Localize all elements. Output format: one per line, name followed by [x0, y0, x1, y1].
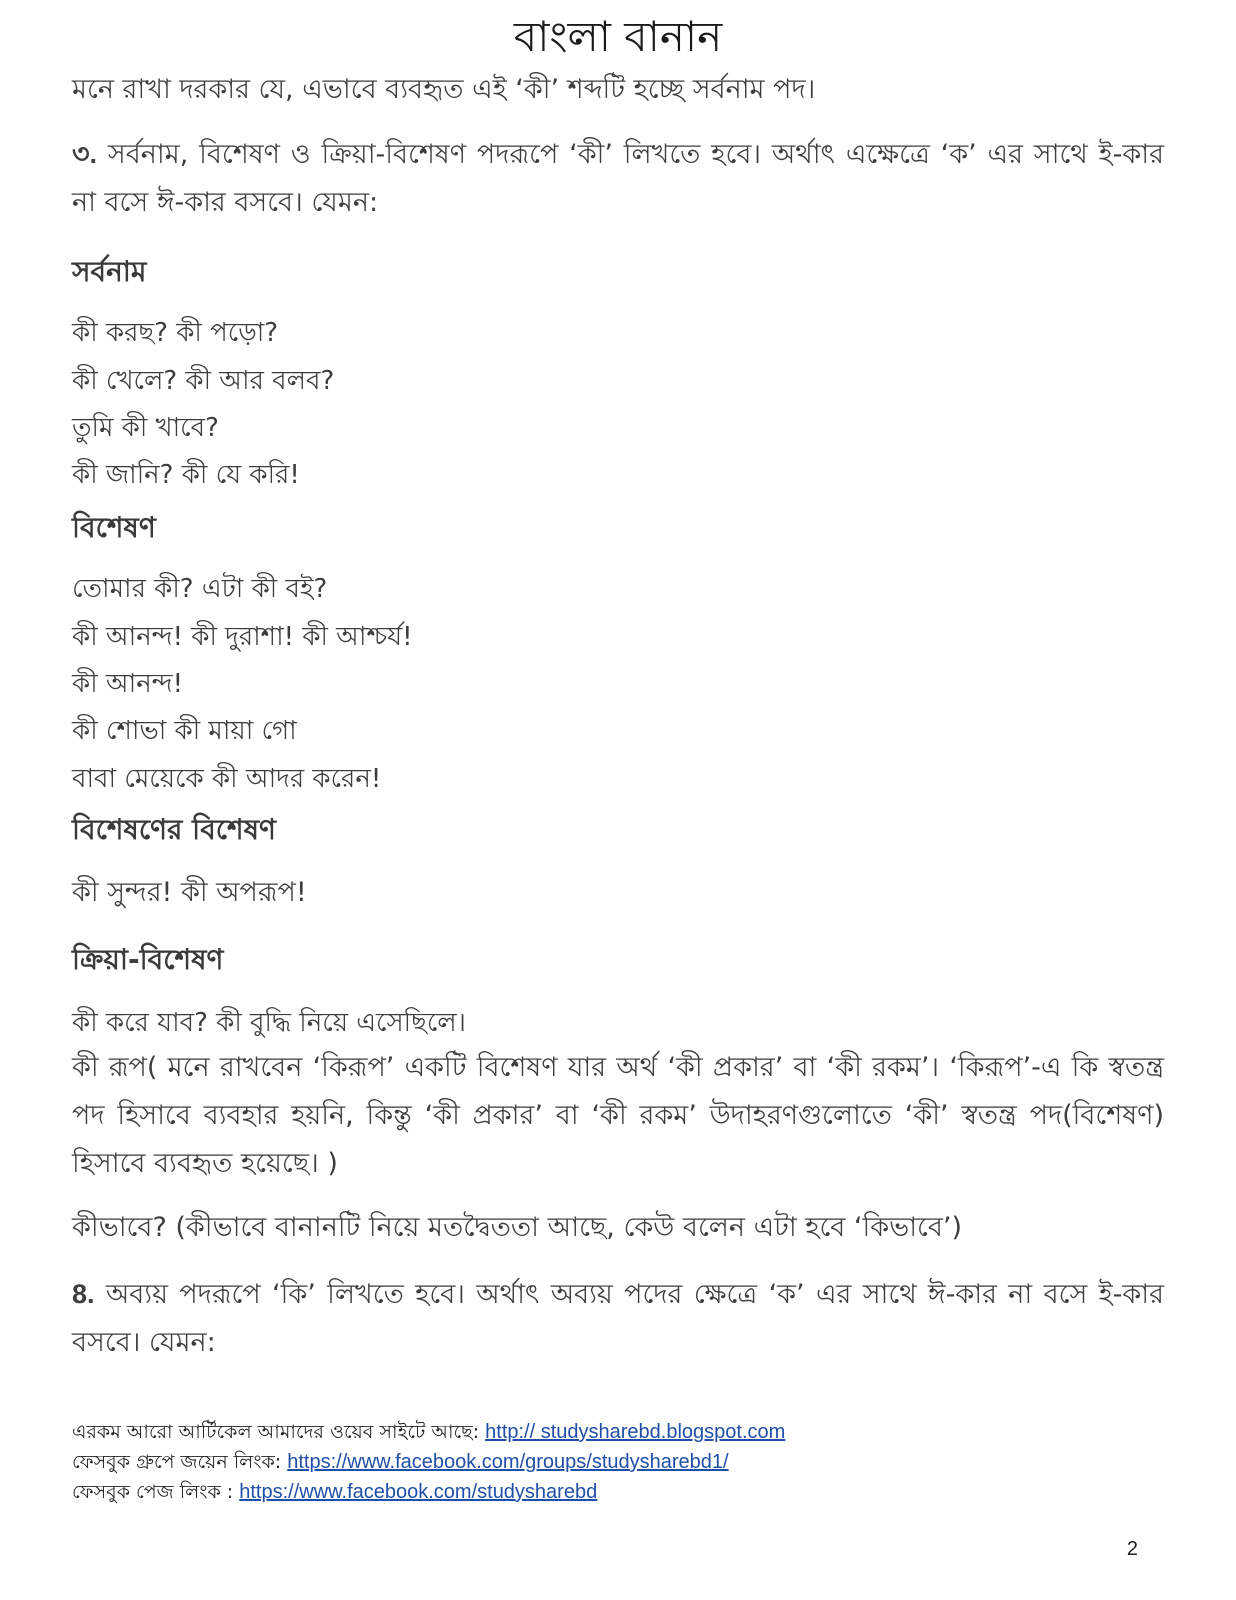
- rule-3-number: ৩.: [72, 139, 98, 169]
- facebook-group-link[interactable]: https://www.facebook.com/groups/studysharebd1/: [287, 1451, 729, 1473]
- pronoun-example: কী জানি? কী যে করি!: [72, 460, 300, 490]
- kirup-note: কী রূপ( মনে রাখবেন ‘কিরূপ’ একটি বিশেষণ যার অর্থ ‘কী প্রকার’ বা ‘কী রকম’। ‘কিরূপ’-এ কি স্বতন্ত্র পদ হিসাবে ব্যবহার হয়নি, কিন্তু ‘কী প্রকার’ বা ‘কী রকম’ উদাহরণগুলোতে ‘কী’ স্বতন্ত্র পদ(বিশেষণ) হিসাবে ব্যবহৃত হয়েছে। ): [72, 1052, 1164, 1179]
- rule-4-number: 8.: [72, 1279, 95, 1309]
- footer-website-line: [72, 1418, 785, 1450]
- rule-4-paragraph: [72, 1270, 1164, 1367]
- adverb-example: কী করে যাব? কী বুদ্ধি নিয়ে এসেছিলে।: [72, 1008, 466, 1038]
- pronoun-example: তুমি কী খাবে?: [72, 413, 219, 443]
- kibhabe-note: কীভাবে? (কীভাবে বানানটি নিয়ে মতদ্বৈততা আছে, কেউ বলেন এটা হবে ‘কিভাবে’): [72, 1212, 963, 1243]
- section-heading-adverb: ক্রিয়া-বিশেষণ: [72, 943, 224, 976]
- footer-page-line: [72, 1478, 597, 1510]
- adjective-example: কী আনন্দ! কী দুরাশা! কী আশ্চর্য!: [72, 622, 413, 652]
- website-link[interactable]: http:// studysharebd.blogspot.com: [485, 1421, 786, 1443]
- footer-group-label: ফেসবুক গ্রুপে জয়েন লিংক:: [72, 1451, 288, 1473]
- rule-3-text: সর্বনাম, বিশেষণ ও ক্রিয়া-বিশেষণ পদরূপে ‘কী’ লিখতে হবে। অর্থাৎ এক্ষেত্রে ‘ক’ এর সাথে ই-কার না বসে ঈ-কার বসবে। যেমন:: [72, 139, 1164, 218]
- rule-3-paragraph: [72, 130, 1164, 227]
- adj-of-adj-example: কী সুন্দর! কী অপরূপ!: [72, 877, 307, 908]
- section-heading-adj-of-adj: বিশেষণের বিশেষণ: [72, 813, 276, 846]
- footer-website-label: এরকম আরো আর্টিকেল আমাদের ওয়েব সাইটে আছে:: [72, 1421, 486, 1443]
- adjective-example: বাবা মেয়েকে কী আদর করেন!: [72, 764, 382, 794]
- footer-group-line: [72, 1448, 729, 1480]
- pronoun-example: কী খেলে? কী আর বলব?: [72, 366, 335, 396]
- adjective-example: কী শোভা কী মায়া গো: [72, 716, 297, 746]
- page-title: বাংলা বানান: [513, 12, 723, 61]
- section-heading-pronoun: সর্বনাম: [72, 255, 147, 288]
- pronoun-example: কী করছ? কী পড়ো?: [72, 318, 279, 348]
- facebook-page-link[interactable]: https://www.facebook.com/studysharebd: [239, 1481, 598, 1503]
- adjective-example: তোমার কী? এটা কী বই?: [72, 574, 328, 604]
- adjective-example: কী আনন্দ!: [72, 669, 184, 699]
- page-number: 2: [1126, 1538, 1138, 1560]
- rule-4-text: অব্যয় পদরূপে ‘কি’ লিখতে হবে। অর্থাৎ অব্যয় পদের ক্ষেত্রে ‘ক’ এর সাথে ঈ-কার না বসে ই-কার বসবে। যেমন:: [72, 1279, 1164, 1358]
- section-heading-adjective: বিশেষণ: [72, 511, 156, 544]
- footer-page-label: ফেসবুক পেজ লিংক :: [72, 1481, 240, 1503]
- intro-paragraph: মনে রাখা দরকার যে, এভাবে ব্যবহৃত এই ‘কী’ শব্দটি হচ্ছে সর্বনাম পদ।: [72, 74, 816, 105]
